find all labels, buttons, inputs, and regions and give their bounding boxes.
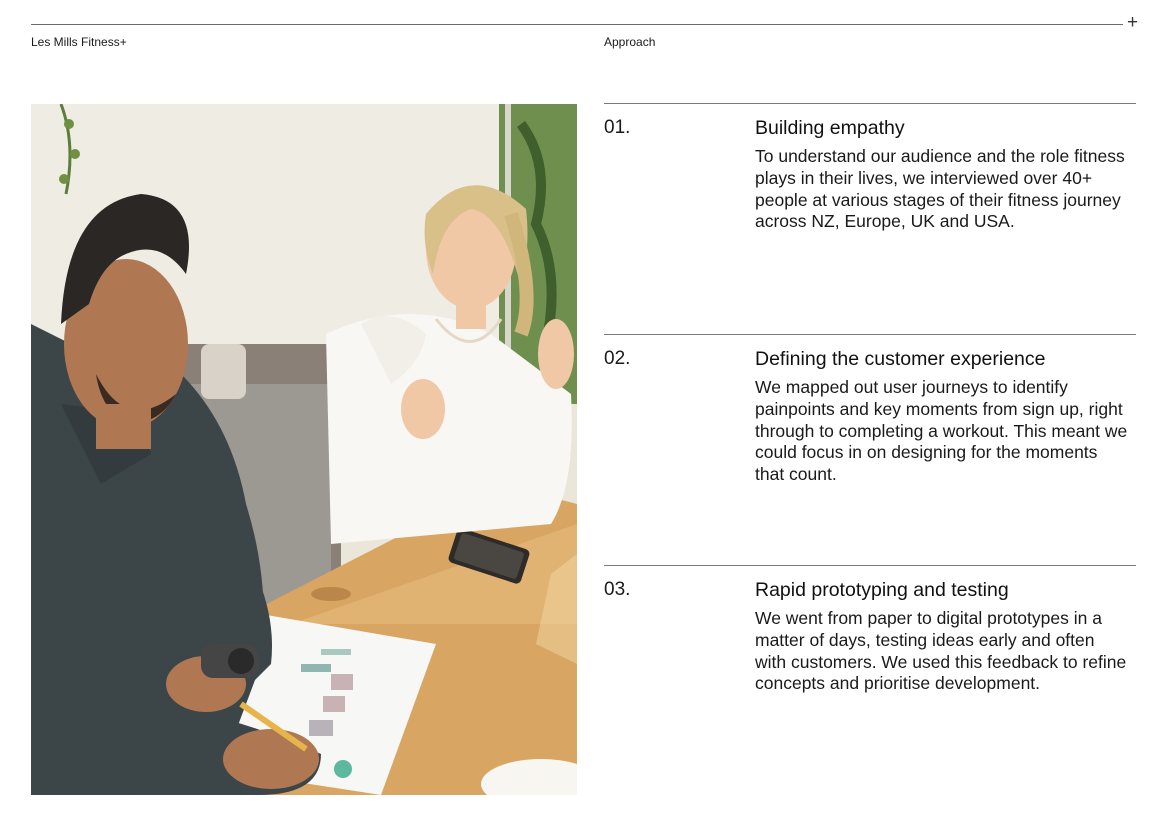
step-description: We mapped out user journeys to identify painpoints and key moments from sign up, right through to completing a workout. This meant we could focus in on designing for the moments that count.	[755, 377, 1128, 485]
step-title: Rapid prototyping and testing	[755, 579, 1009, 601]
project-title: Les Mills Fitness+	[31, 35, 127, 49]
step-description: We went from paper to digital prototypes in a matter of days, testing ideas early and often with customers. We used this feedback to refine concepts and prioritise development.	[755, 608, 1127, 694]
top-divider	[31, 24, 1123, 25]
step-number: 02.	[604, 348, 631, 369]
team-photo	[31, 104, 577, 795]
step-title: Building empathy	[755, 117, 905, 139]
step-number: 03.	[604, 579, 631, 600]
step-title: Defining the customer experience	[755, 348, 1046, 370]
plus-icon[interactable]: +	[1127, 12, 1139, 33]
section-title: Approach	[604, 35, 656, 49]
step-divider	[604, 565, 1136, 566]
step-number: 01.	[604, 117, 631, 138]
step-divider	[604, 103, 1136, 104]
step-divider	[604, 334, 1136, 335]
step-description: To understand our audience and the role fitness plays in their lives, we interviewed over 40+ people at various stages of their fitness journey across NZ, Europe, UK and USA.	[755, 146, 1125, 232]
